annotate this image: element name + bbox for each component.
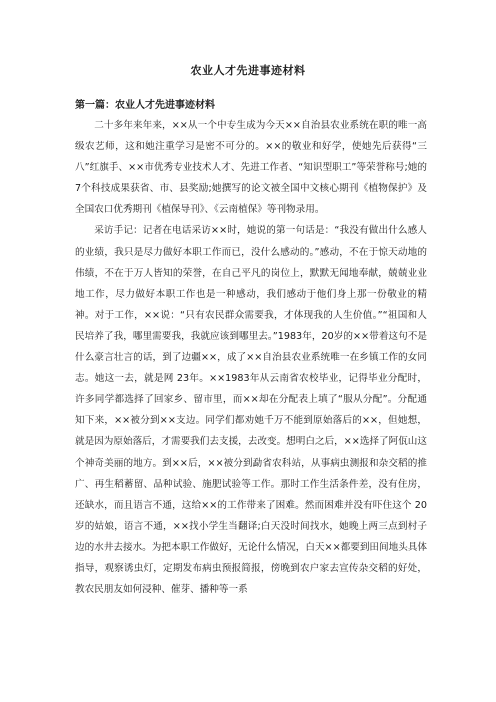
section-heading: 第一篇：农业人才先进事迹材料 bbox=[75, 100, 215, 111]
paragraph-interview-notes: 采访手记：记者在电话采访××时，她说的第一句话是：“我没有做出什么感人的业绩，我只是尽力做好本职工作而已，没什么感动的。”感动，不在于惊天动地的伟绩，不在于万人皆知的荣誉，在自己平凡的岗位上，默默无闻地奉献，兢兢业业地工作，尽力做好本职工作也是一种感动，我们感动于他们身上那一份敬业的精神。对于工作，××说：“只有农民群众需要我，才体现我的人生价值。”“祖国和人民培养了我，哪里需要我，我就应该到哪里去。”1983年，20岁的××带着这句不是什么豪言壮言的话，到了边疆××，成了××自治县农业系统唯一在乡镇工作的女同志。她这一去，就是网 23年。××1983年从云南省农校毕业，记得毕业分配时，许多同学都选择了回家乡、留市里，而××却在分配表上填了“服从分配”。分配通知下来，××被分到××支边。同学们都劝她千万不能到原始落后的××，但她想，就是因为原始落后，才需要我们去支援，去改变。想明白之后，××选择了阿佤山这个神奇美丽的地方。到××后，××被分到勐省农科站，从事病虫测报和杂交稻的推广、再生稻蓄留、品种试验、施肥试验等工作。那时工作生活条件差，没有住房，还缺水，而且语言不通，这给××的工作带来了困难。然而困难并没有吓住这个 20 岁的姑娘，语言不通，××找小学生当翻译;白天没时间找水，她晚上两三点到村子边的水井去接水。为把本职工作做好，无论什么情况，白天××都要到田间地头具体指导，观察诱虫灯，定期发布病虫预报简报，傍晚到农户家去宣传杂交稻的好处，教农民朋友如何浸种、催芽、播种等一系 bbox=[75, 225, 427, 596]
paragraph-intro: 二十多年来年来，××从一个中专生成为今天××自治县农业系统在职的唯一高级农艺师，这和她注重学习是密不可分的。××的敬业和好学，使她先后获得“三八”红旗手、××市优秀专业技术人才、先进工作者、“知识型职工”等荣誉称号;她的7个科技成果获省、市、县奖励;她撰写的论文被全国中文核心期刊《植物保护》及全国农口优秀期刊《植保导刊》、《云南植保》等刊物录用。 bbox=[75, 120, 427, 216]
document-title: 农业人才先进事迹材料 bbox=[190, 64, 306, 77]
document-body bbox=[75, 115, 427, 600]
